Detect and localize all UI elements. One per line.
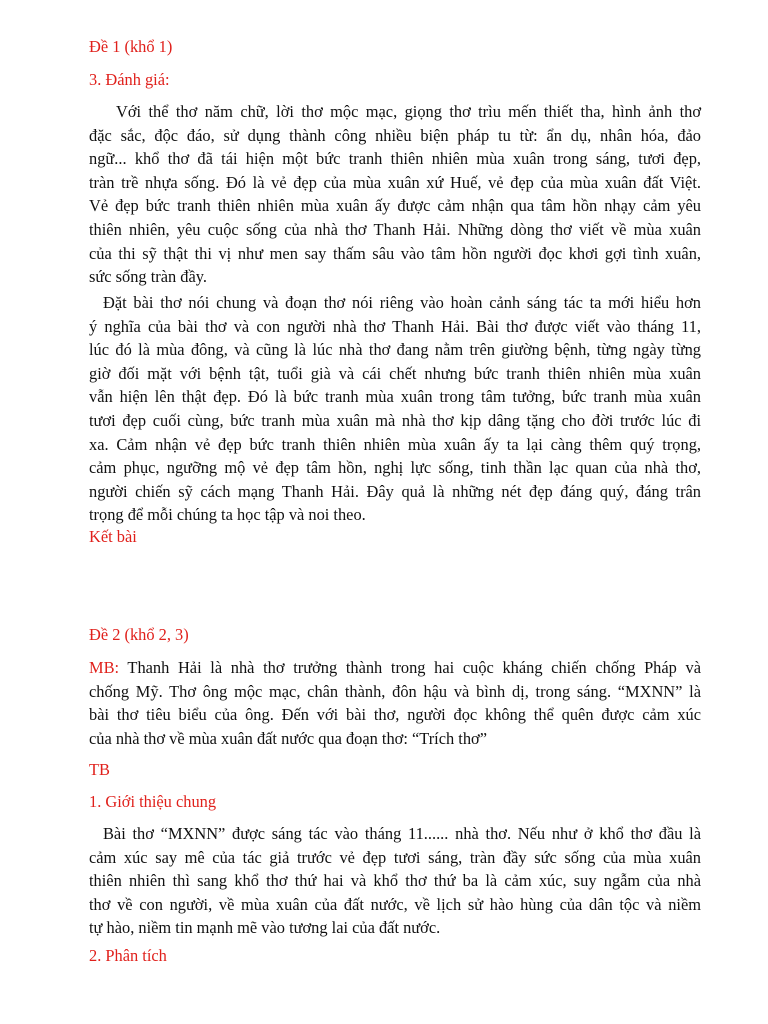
paragraph-line: ngữ... khổ thơ đã tái hiện một bức tranh thiên nhiên mùa xuân trong sáng, tươi đẹp, [89, 149, 701, 169]
paragraph-line: cảm phục, ngưỡng mộ vẻ đẹp tâm hồn, nghị lực sống, tinh thần lạc quan của nhà thơ, [89, 458, 701, 478]
paragraph-line: giờ đối mặt với bệnh tật, tuổi già và cái chết nhưng bức tranh thiên nhiên mùa xuân [89, 363, 701, 383]
section-1-paragraph-2 [89, 291, 701, 527]
section-2-title: Đề 2 (khổ 2, 3) [89, 625, 189, 644]
paragraph-line: lúc đó là mùa đông, và cũng là lúc nhà thơ đang nằm trên giường bệnh, từng ngày từng [89, 340, 701, 360]
paragraph-line: Đặt bài thơ nói chung và đoạn thơ nói riêng vào hoàn cảnh sáng tác ta mới hiểu hơn [103, 293, 701, 312]
paragraph-line: Bài thơ “MXNN” được sáng tác vào tháng 11...... nhà thơ. Nếu như ở khổ thơ đầu là [103, 824, 701, 843]
paragraph-line: thơ về con người, về mùa xuân của đất nước, về lịch sử hào hùng của dân tộc và niềm [89, 894, 701, 914]
mo-bai-paragraph [89, 656, 701, 750]
paragraph-line: Vẻ đẹp bức tranh thiên nhiên mùa xuân ấy được cảm nhận qua tâm hồn nhạy cảm yêu [89, 196, 701, 216]
paragraph-line: của thi sỹ thật thi vị như men say thấm sâu vào tâm hồn người đọc khơi gợi tình xuân, [89, 243, 701, 263]
paragraph-line: ý nghĩa của bài thơ và con người nhà thơ Thanh Hải. Bài thơ được viết vào tháng 11, [89, 316, 701, 336]
paragraph-line: vẫn hiện lên thật đẹp. Đó là bức tranh mùa xuân trong tâm tưởng, bức tranh mùa xuân [89, 387, 701, 407]
mb-label: MB: [89, 658, 120, 677]
paragraph-line: sức sống tràn đầy. [89, 267, 207, 287]
paragraph-line: đặc sắc, độc đáo, sử dụng thành công nhiều biện pháp tu từ: ẩn dụ, nhân hóa, đảo [89, 125, 701, 145]
paragraph-line: của nhà thơ về mùa xuân đất nước qua đoạn thơ: “Trích thơ” [89, 728, 487, 748]
paragraph-line: chống Mỹ. Thơ ông mộc mạc, chân thành, đôn hậu và bình dị, trong sáng. “MXNN” là [89, 681, 701, 701]
mb-text: Thanh Hải là nhà thơ trưởng thành trong hai cuộc kháng chiến chống Pháp và [119, 658, 701, 677]
section-1-subheading: 3. Đánh giá: [89, 70, 170, 89]
paragraph-line: người chiến sỹ cách mạng Thanh Hải. Đây quả là những nét đẹp đáng quý, đáng trân [89, 481, 701, 501]
paragraph-line: bài thơ tiêu biểu của ông. Đến với bài thơ, người đọc không thể quên được cảm xúc [89, 705, 701, 725]
than-bai-heading: TB [89, 760, 110, 779]
paragraph-line: tự hào, niềm tin mạnh mẽ vào tương lai của đất nước. [89, 918, 441, 938]
paragraph-line: xa. Cảm nhận vẻ đẹp bức tranh thiên nhiên mùa xuân ấy ta lại càng thêm quý trọng, [89, 434, 701, 454]
gioi-thieu-paragraph [89, 822, 701, 940]
paragraph-line: trọng để mỗi chúng ta học tập và noi theo. [89, 505, 366, 525]
paragraph-line: cảm xúc say mê của tác giả trước vẻ đẹp tươi sáng, tràn đầy sức sống của mùa xuân [89, 847, 701, 867]
section-1-title: Đề 1 (khổ 1) [89, 37, 173, 56]
paragraph-line: tràn trề nhựa sống. Đó là vẻ đẹp của mùa xuân xứ Huế, vẻ đẹp của mùa xuân đất Việt. [89, 172, 701, 192]
paragraph-line: thiên nhiên thì sang khổ thơ thứ hai và khổ thơ thứ ba là cảm xúc, suy ngẫm của nhà [89, 871, 701, 891]
section-1-paragraph-1 [89, 100, 701, 289]
phan-tich-heading: 2. Phân tích [89, 946, 167, 965]
gioi-thieu-chung-heading: 1. Giới thiệu chung [89, 792, 217, 811]
paragraph-line: thiên nhiên, yêu cuộc sống của nhà thơ Thanh Hải. Những dòng thơ viết về mùa xuân [89, 219, 701, 239]
paragraph-line [89, 656, 701, 680]
paragraph-line: tươi đẹp cuối cùng, bức tranh mùa xuân mà nhà thơ kịp dâng tặng cho đời trước lúc đi [89, 410, 701, 430]
ket-bai-heading: Kết bài [89, 527, 137, 546]
paragraph-line: Với thể thơ năm chữ, lời thơ mộc mạc, giọng thơ trìu mến thiết tha, hình ảnh thơ [116, 102, 701, 121]
